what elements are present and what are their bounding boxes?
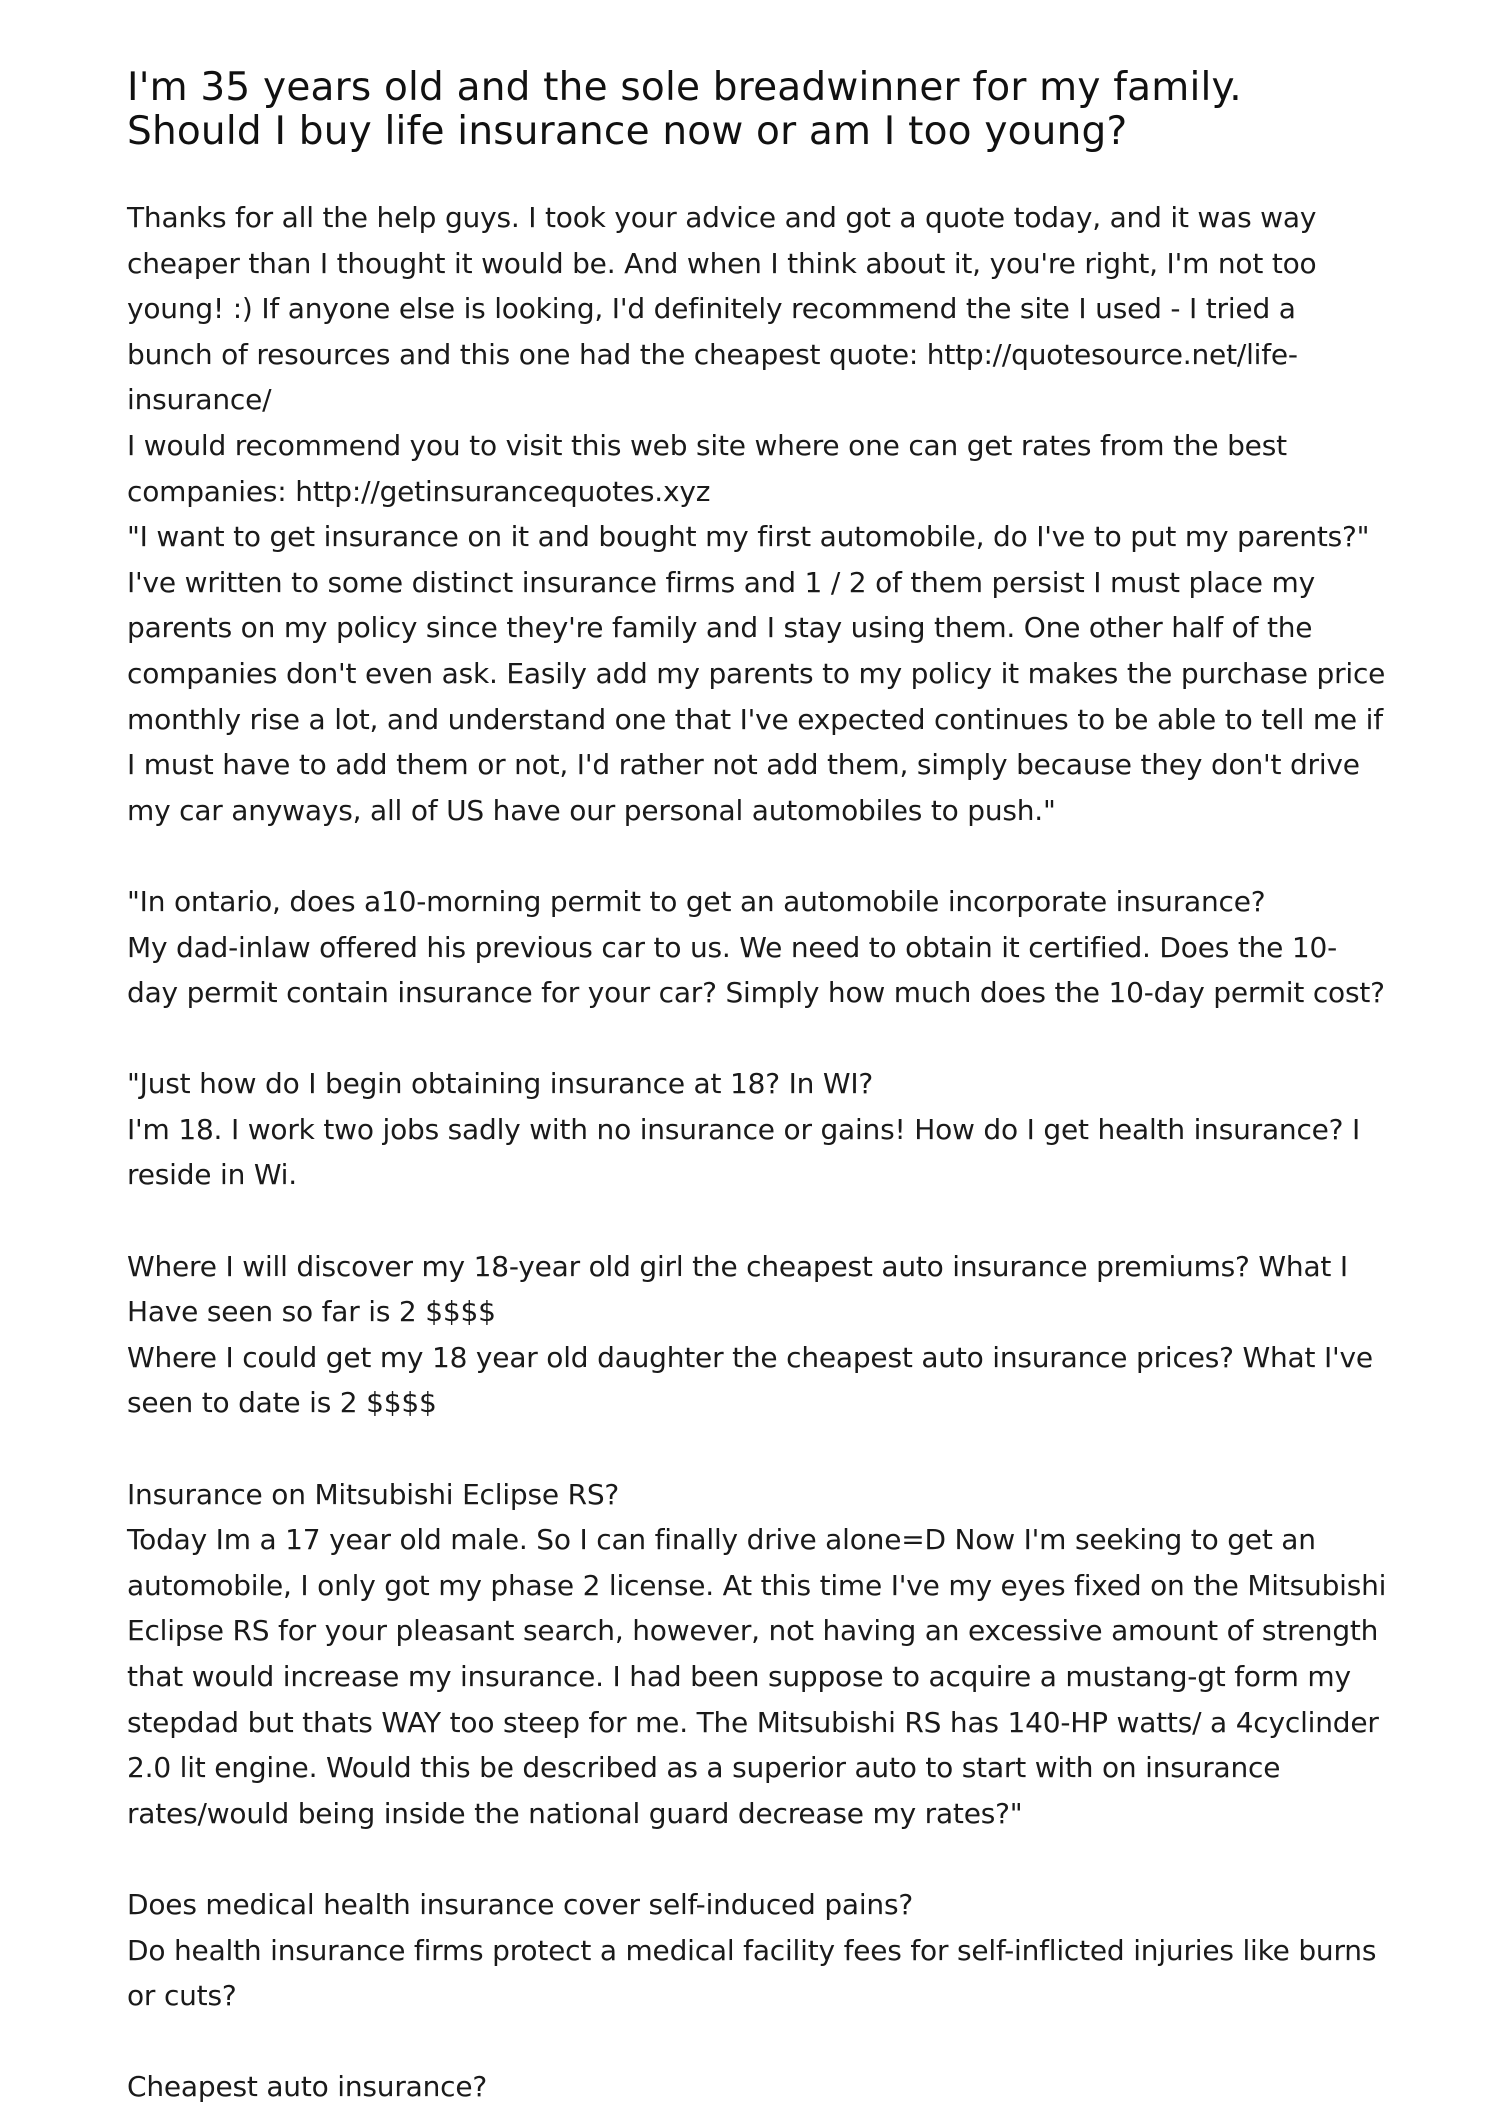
question-insurance-at-18: "Just how do I begin obtaining insurance at 18? In WI? [127, 1067, 874, 1101]
answer-mitsubishi-eclipse: Today Im a 17 year old male. So I can finally drive alone=D Now I'm seeking to get an automobile, I only got my phase 2 license. At this time I've my eyes fixed on the Mitsubishi Eclipse RS for your pleasant search, however, not having an excessive amount of strength that would increase my insurance. I had been suppose to acquire a mustang-gt form my stepdad but thats WAY too steep for me. The Mitsubishi RS has 140-HP watts/ a 4cyclinder 2.0 lit engine. Would this be described as a superior auto to start with on insurance rates/would being inside the national guard decrease my rates?" [127, 1523, 1387, 1830]
spacer [127, 1836, 1387, 1882]
spacer [127, 2019, 1387, 2065]
spacer [127, 1426, 1387, 1472]
answer-first-automobile: I've written to some distinct insurance firms and 1 / 2 of them persist I must place my parents on my policy since they're family and I stay using them. One other half of the companies don't even ask. Easily add my parents to my policy it makes the purchase price monthly rise a lot, and understand one that I've expected continues to be able to tell me if I must have to add them or not, I'd rather not add them, simply because they don't drive my car anyways, all of US have our personal automobiles to push." [127, 565, 1386, 827]
answer-insurance-at-18: I'm 18. I work two jobs sadly with no insurance or gains! How do I get health insurance? I reside in Wi. [127, 1112, 1361, 1192]
title-line-1: I'm 35 years old and the sole breadwinner for my family. [127, 65, 1242, 110]
spacer [127, 1016, 1387, 1062]
answer-self-induced-pains: Do health insurance firms protect a medical facility fees for self-inflicted injuries like burns or cuts? [127, 1933, 1377, 2013]
title-line-2: Should I buy life insurance now or am I too young? [127, 109, 1128, 154]
document-title [127, 66, 1387, 154]
question-cheapest-auto-insurance: Cheapest auto insurance? [127, 2070, 488, 2104]
paragraph-life-insurance-thanks: Thanks for all the help guys. I took your advice and got a quote today, and it was way cheaper than I thought it would be. And when I think about it, you're right, I'm not too young! :) If anyone else is looking, I'd definitely recommend the site I used - I tried a bunch of resources and this one had the cheapest quote: http://quotesource.net/life-insurance/ [127, 201, 1317, 417]
question-ontario-permit: "In ontario, does a10-morning permit to get an automobile incorporate insurance? [127, 884, 1266, 918]
paragraph-recommendation: I would recommend you to visit this web site where one can get rates from the best companies: http://getinsurancequotes.xyz [127, 428, 1287, 508]
spacer [127, 1198, 1387, 1244]
answer-cheapest-premiums: Where I could get my 18 year old daughter the cheapest auto insurance prices? What I've seen to date is 2 $$$$ [127, 1340, 1373, 1420]
document-page [127, 0, 1387, 2110]
document-body [127, 195, 1387, 2110]
question-cheapest-premiums: Where I will discover my 18-year old girl the cheapest auto insurance premiums? What I Have seen so far is 2 $$$$ [127, 1249, 1348, 1329]
question-mitsubishi-eclipse: Insurance on Mitsubishi Eclipse RS? [127, 1477, 620, 1511]
question-first-automobile: "I want to get insurance on it and bought my first automobile, do I've to put my parents?" [127, 520, 1370, 554]
answer-ontario-permit: My dad-inlaw offered his previous car to us. We need to obtain it certified. Does the 10-day permit contain insurance for your car? Simply how much does the 10-day permit cost? [127, 930, 1385, 1010]
question-self-induced-pains: Does medical health insurance cover self-induced pains? [127, 1887, 914, 1921]
spacer [127, 833, 1387, 879]
